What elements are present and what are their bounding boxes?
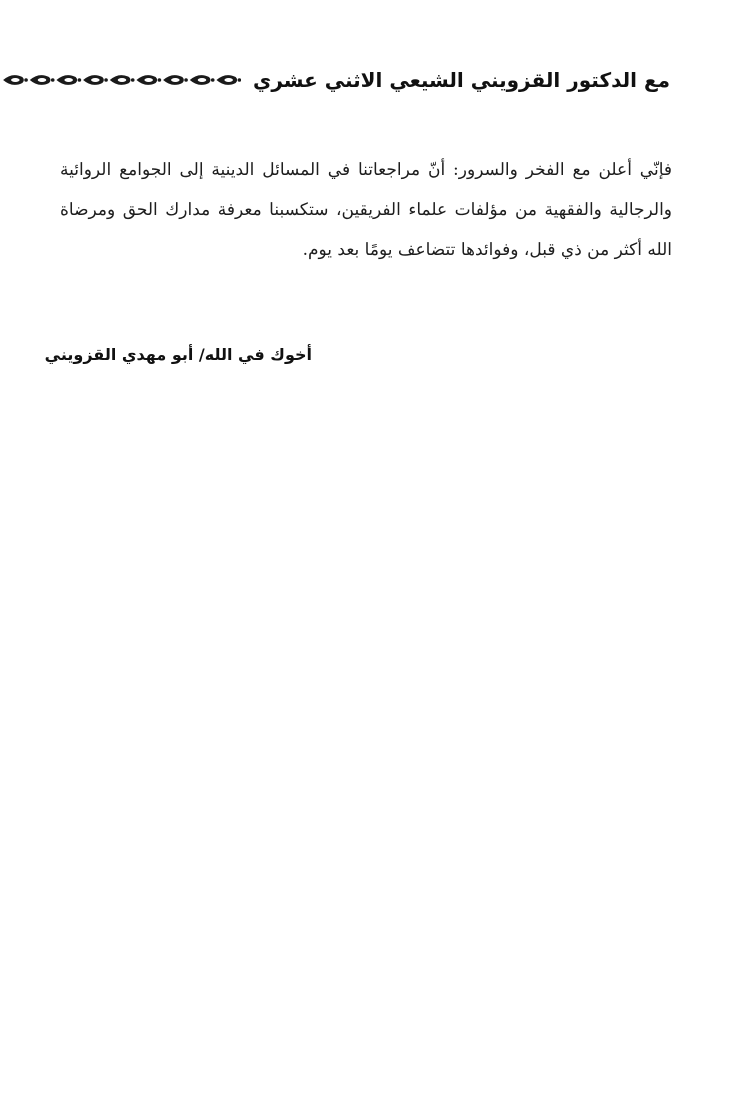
ornament-motif-icon [110, 75, 135, 85]
page-header [62, 62, 670, 98]
signature: أخوك في الله/ أبو مهدي القزويني [44, 345, 312, 364]
ornament-motif-icon [3, 75, 28, 85]
ornament-motif-icon [56, 75, 81, 85]
ornament-motif-icon [30, 75, 55, 85]
ornament-motif-icon [163, 75, 188, 85]
ornament-motif-icon [136, 75, 161, 85]
ornament-motif-icon [216, 75, 241, 85]
decorative-rule-icon [1, 70, 241, 90]
paragraph: فإنّي أعلن مع الفخر والسرور: أنّ مراجعاتنا في المسائل الدينية إلى الجوامع الروائية والرجالية والفقهية من مؤلفات علماء الفريقين، ستكسبنا معرفة مدارك الحق ومرضاة الله أكثر من ذي قبل، وفوائدها تتضاعف يومًا بعد يوم. [60, 160, 673, 260]
body-text [60, 150, 672, 270]
ornament-motif-icon [190, 75, 215, 85]
ornament-motif-icon [83, 75, 108, 85]
running-title: مع الدكتور القزويني الشيعي الاثني عشري [252, 68, 670, 92]
